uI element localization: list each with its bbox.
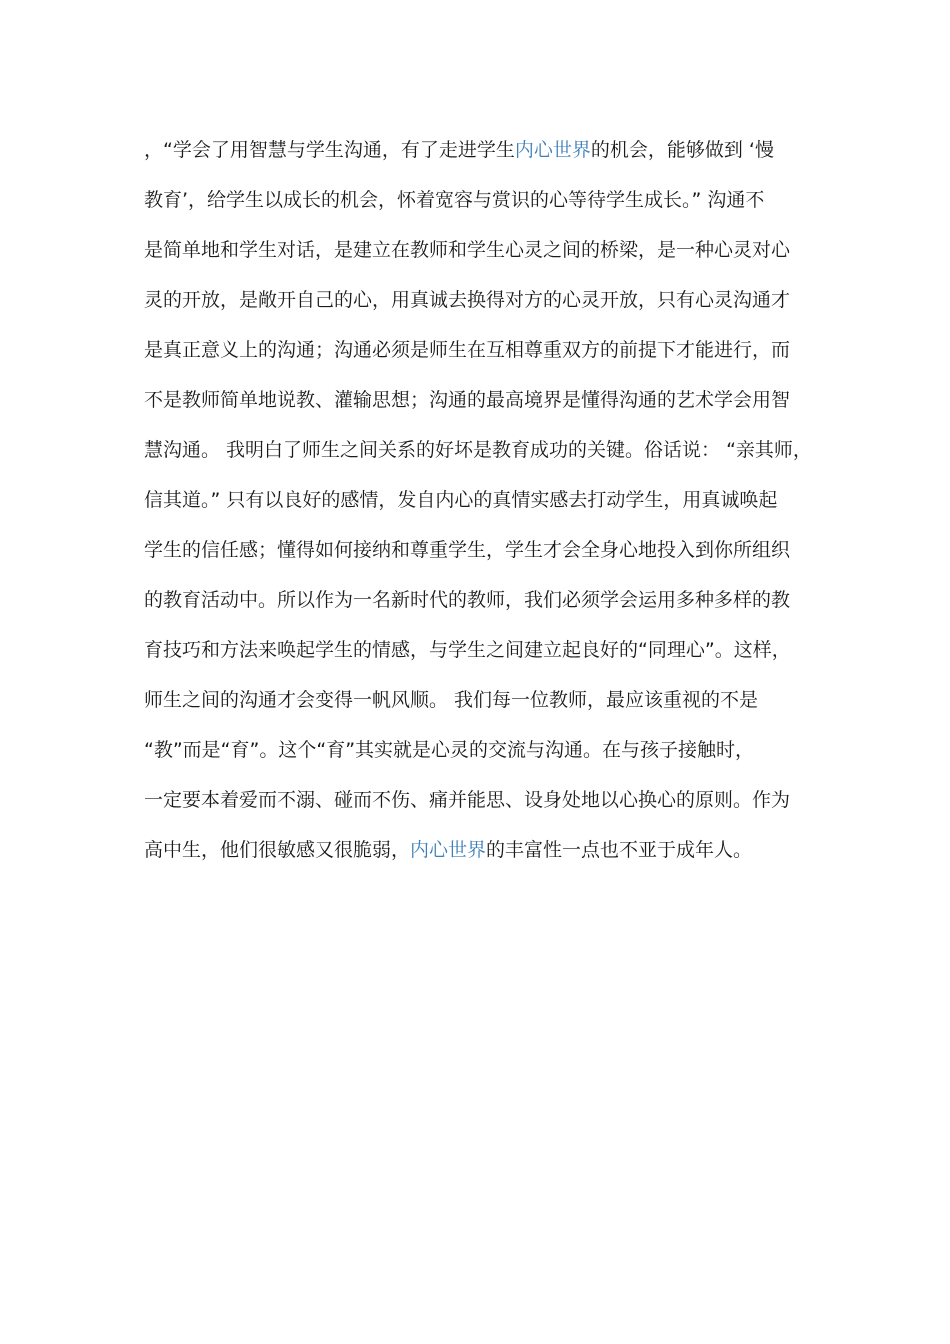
text-line (144, 125, 816, 175)
text-segment: 师生之间的沟通才会变得一帆风顺。 我们每一位教师，最应该重视的不是 (144, 689, 759, 711)
text-segment: 灵的开放，是敞开自己的心，用真诚去换得对方的心灵开放，只有心灵沟通才 (144, 289, 791, 311)
text-line (144, 525, 816, 575)
text-segment: 教育’，给学生以成长的机会，怀着宽容与赏识的心等待学生成长。” 沟通不 (144, 189, 765, 211)
text-line (144, 825, 816, 875)
text-segment: 一定要本着爱而不溺、碰而不伤、痛并能思、设身处地以心换心的原则。作为 (144, 789, 791, 811)
text-segment: 慧沟通。 我明白了师生之间关系的好坏是教育成功的关键。俗话说： “亲其师， (144, 439, 812, 461)
text-line (144, 175, 816, 225)
inner-world-link[interactable]: 内心世界 (514, 139, 591, 161)
text-segment: “教”而是“育”。这个“育”其实就是心灵的交流与沟通。在与孩子接触时， (144, 739, 755, 761)
text-line (144, 225, 816, 275)
body-text (144, 125, 816, 875)
text-segment: 学生的信任感；懂得如何接纳和尊重学生，学生才会全身心地投入到你所组织 (144, 539, 791, 561)
text-segment: 是真正意义上的沟通；沟通必须是师生在互相尊重双方的前提下才能进行，而 (144, 339, 791, 361)
text-segment: 信其道。” 只有以良好的感情，发自内心的真情实感去打动学生，用真诚唤起 (144, 489, 778, 511)
text-line (144, 575, 816, 625)
text-line (144, 475, 816, 525)
text-segment: 的教育活动中。所以作为一名新时代的教师，我们必须学会运用多种多样的教 (144, 589, 791, 611)
text-segment: ，“学会了用智慧与学生沟通，有了走进学生 (144, 139, 515, 161)
text-line (144, 675, 816, 725)
text-segment: 高中生，他们很敏感又很脆弱， (144, 839, 411, 861)
text-segment: 不是教师简单地说教、灌输思想；沟通的最高境界是懂得沟通的艺术学会用智 (144, 389, 791, 411)
text-segment: 是简单地和学生对话，是建立在教师和学生心灵之间的桥梁，是一种心灵对心 (144, 239, 791, 261)
text-line (144, 775, 816, 825)
text-line (144, 725, 816, 775)
text-line (144, 275, 816, 325)
text-line (144, 625, 816, 675)
text-line (144, 325, 816, 375)
text-segment: 的丰富性一点也不亚于成年人。 (486, 839, 753, 861)
text-line (144, 375, 816, 425)
text-segment: 育技巧和方法来唤起学生的情感，与学生之间建立起良好的“同理心”。这样， (144, 639, 791, 661)
inner-world-link[interactable]: 内心世界 (410, 839, 487, 861)
text-line (144, 425, 816, 475)
text-segment: 的机会，能够做到 ‘慢 (590, 139, 774, 161)
